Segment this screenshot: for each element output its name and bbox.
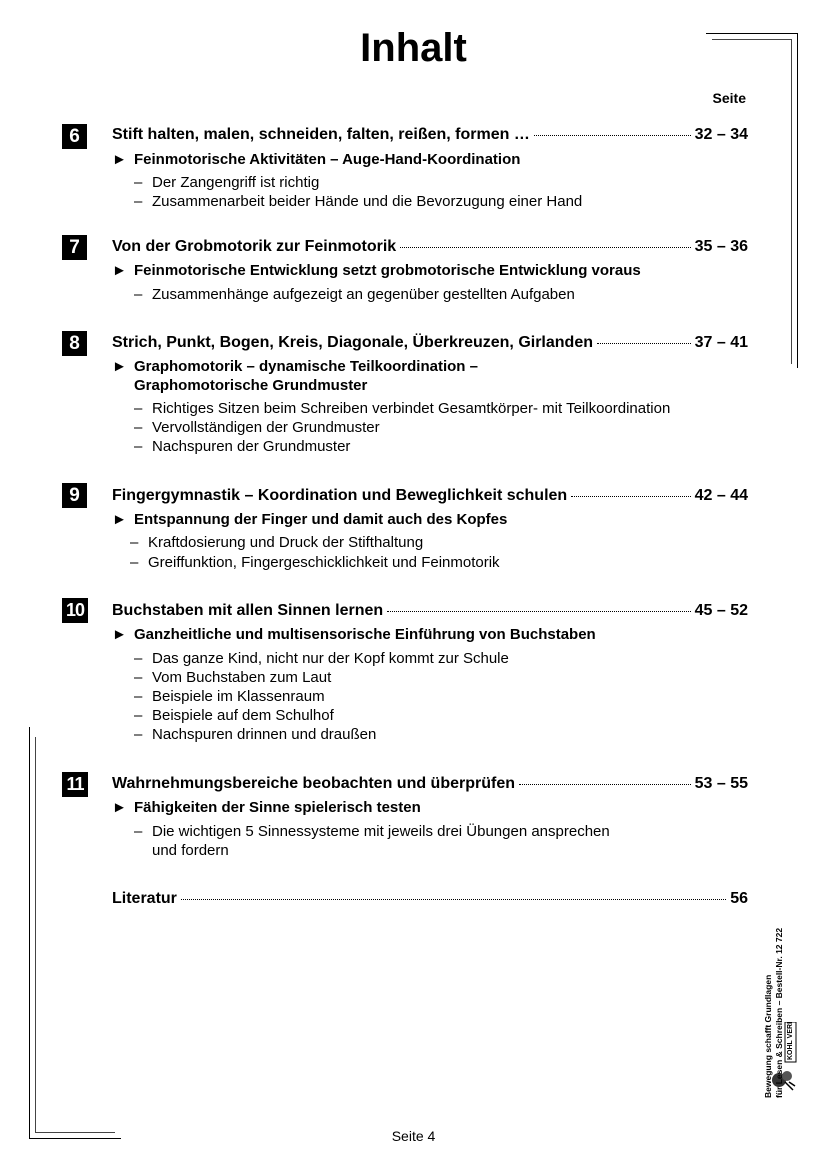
page-range: 45 – 52 — [694, 602, 748, 619]
toc-entry-literatur[interactable] — [112, 890, 748, 910]
list-item: – Die wichtigen 5 Sinnessysteme mit jeweils drei Übungen ansprechen und fordern — [134, 823, 610, 859]
toc-entry[interactable] — [112, 126, 748, 146]
chapter-number-badge: 9 — [62, 483, 87, 508]
arrow-icon: ► — [112, 358, 127, 375]
leader-dots — [181, 898, 726, 900]
page-range: 42 – 44 — [694, 487, 748, 504]
list-item: – Zusammenhänge aufgezeigt an gegenüber gestellten Aufgaben — [134, 286, 575, 303]
literatur-title: Literatur — [112, 890, 177, 907]
page-range: 32 – 34 — [694, 126, 748, 143]
arrow-icon: ► — [112, 262, 127, 279]
leader-dots — [387, 610, 690, 612]
chapter-title: Stift halten, malen, schneiden, falten, reißen, formen … — [112, 126, 530, 143]
chapter-subtitle: ► Feinmotorische Entwicklung setzt grobmotorische Entwicklung voraus — [112, 262, 641, 279]
chapter-title: Buchstaben mit allen Sinnen lernen — [112, 602, 384, 619]
list-item: – Kraftdosierung und Druck der Stifthaltung — [130, 534, 424, 551]
list-item: – Nachspuren drinnen und draußen — [134, 726, 377, 743]
arrow-icon: ► — [112, 799, 127, 816]
leader-dots — [597, 342, 691, 344]
chapter-title: Strich, Punkt, Bogen, Kreis, Diagonale, Überkreuzen, Girlanden — [112, 334, 593, 351]
page-column-header: Seite — [712, 90, 746, 106]
chapter-number-badge: 6 — [62, 124, 87, 149]
leader-dots — [519, 783, 691, 785]
chapter-number-badge: 8 — [62, 331, 87, 356]
list-item: – Beispiele im Klassenraum — [134, 688, 325, 705]
list-item: – Der Zangengriff ist richtig — [134, 174, 320, 191]
chapter-title: Wahrnehmungsbereiche beobachten und überprüfen — [112, 775, 515, 792]
list-item: – Vom Buchstaben zum Laut — [134, 669, 332, 686]
sidebar-line-1: Bewegung schafft Grundlagen — [763, 974, 773, 1098]
page-range: 35 – 36 — [694, 238, 748, 255]
chapter-subtitle: ► Ganzheitliche und multisensorische Einführung von Buchstaben — [112, 626, 596, 643]
chapter-number-badge: 11 — [62, 772, 88, 797]
list-item: – Zusammenarbeit beider Hände und die Bevorzugung einer Hand — [134, 193, 583, 210]
chapter-title: Fingergymnastik – Koordination und Beweglichkeit schulen — [112, 487, 568, 504]
chapter-number-badge: 10 — [62, 598, 88, 623]
chapter-subtitle: ► Feinmotorische Aktivitäten – Auge-Hand-Koordination — [112, 151, 521, 168]
list-item: – Nachspuren der Grundmuster — [134, 438, 351, 455]
toc-entry[interactable] — [112, 334, 748, 354]
list-item: – Beispiele auf dem Schulhof — [134, 707, 334, 724]
leader-dots — [400, 246, 690, 248]
page-footer: Seite 4 — [391, 1128, 436, 1144]
list-item: – Das ganze Kind, nicht nur der Kopf kommt zur Schule — [134, 650, 509, 667]
sidebar-line-2: für Lesen & Schreiben – Bestell-Nr. 12 722 — [774, 927, 784, 1098]
leader-dots — [571, 495, 690, 497]
page-range: 37 – 41 — [694, 334, 748, 351]
chapter-number-badge: 7 — [62, 235, 87, 260]
chapter-subtitle: ► Fähigkeiten der Sinne spielerisch testen — [112, 799, 421, 816]
toc-entry[interactable] — [112, 238, 748, 258]
page-number: 56 — [730, 890, 748, 907]
toc-entry[interactable] — [112, 602, 748, 622]
list-item: – Vervollständigen der Grundmuster — [134, 419, 380, 436]
arrow-icon: ► — [112, 151, 127, 168]
toc-entry[interactable] — [112, 775, 748, 795]
list-item: – Richtiges Sitzen beim Schreiben verbindet Gesamtkörper- mit Teilkoordination — [134, 400, 671, 417]
arrow-icon: ► — [112, 626, 127, 643]
list-item: – Greiffunktion, Fingergeschicklichkeit und Feinmotorik — [130, 554, 500, 571]
leader-dots — [534, 134, 691, 136]
svg-text:KOHL VERLAG: KOHL VERLAG — [787, 1022, 794, 1060]
chapter-subtitle: ► Graphomotorik – dynamische Teilkoordination – Graphomotorische Grundmuster — [112, 358, 478, 394]
page-range: 53 – 55 — [694, 775, 748, 792]
arrow-icon: ► — [112, 511, 127, 528]
toc-entry[interactable] — [112, 487, 748, 507]
chapter-subtitle: ► Entspannung der Finger und damit auch des Kopfes — [112, 511, 508, 528]
sidebar-publication-info — [763, 798, 803, 1098]
chapter-title: Von der Grobmotorik zur Feinmotorik — [112, 238, 397, 255]
page-title: Inhalt — [360, 26, 467, 70]
